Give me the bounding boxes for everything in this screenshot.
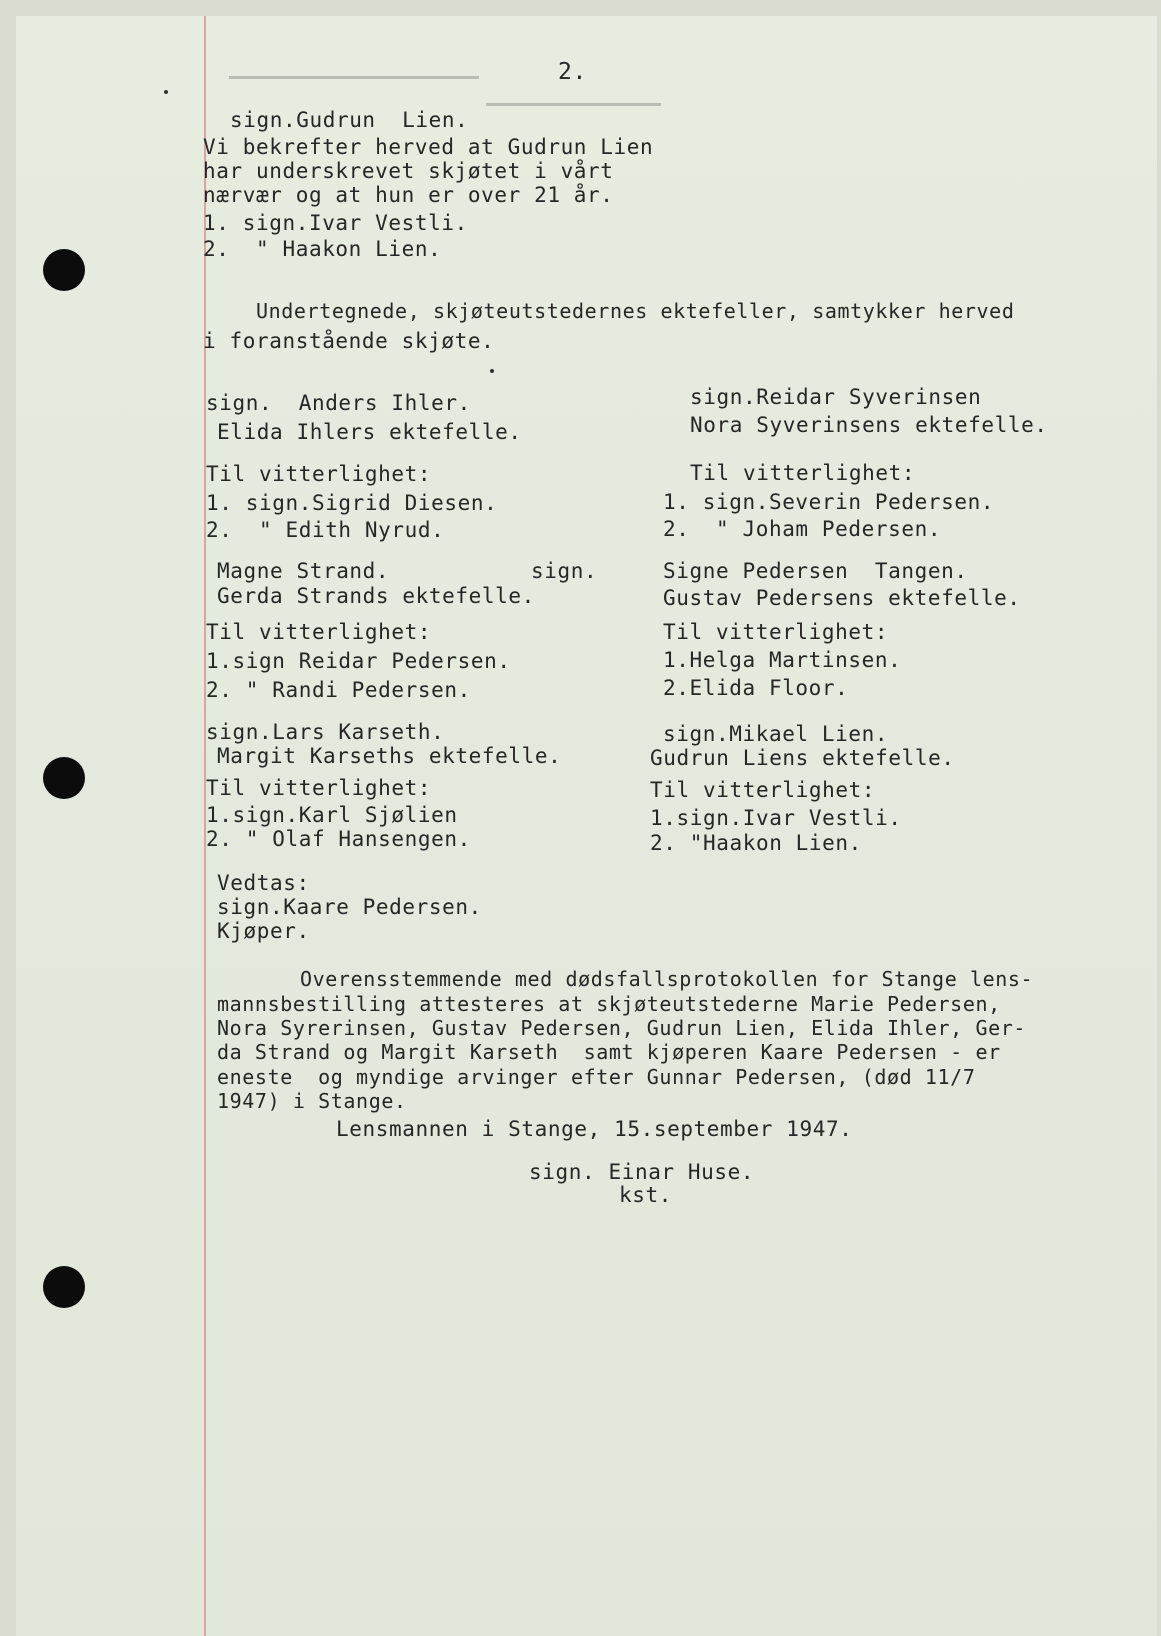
left-block2-sign: sign. bbox=[531, 559, 598, 583]
left-block2-line: Magne Strand. bbox=[217, 559, 390, 583]
right-block1-line: 1. sign.Severin Pedersen. bbox=[663, 490, 995, 514]
attestation-line: eneste og myndige arvinger efter Gunnar Pedersen, (død 11/7 bbox=[217, 1065, 976, 1089]
top-line: Vi bekrefter herved at Gudrun Lien bbox=[203, 135, 654, 159]
right-block3-line: Til vitterlighet: bbox=[650, 778, 876, 802]
attestation-line: 1947) i Stange. bbox=[217, 1089, 407, 1113]
top-line: nærvær og at hun er over 21 år. bbox=[203, 183, 614, 207]
punch-hole bbox=[43, 757, 85, 799]
left-block3-line: Til vitterlighet: bbox=[206, 776, 432, 800]
signature: sign. Einar Huse. bbox=[529, 1160, 755, 1184]
top-line: 2. " Haakon Lien. bbox=[203, 237, 442, 261]
left-block1-line: Elida Ihlers ektefelle. bbox=[217, 420, 522, 444]
left-block1-line: sign. Anders Ihler. bbox=[206, 391, 471, 415]
right-block1-line: Nora Syverinsens ektefelle. bbox=[690, 413, 1048, 437]
left-block2-line: 2. " Randi Pedersen. bbox=[206, 678, 471, 702]
place-date: Lensmannen i Stange, 15.september 1947. bbox=[336, 1117, 853, 1141]
right-block1-line: Til vitterlighet: bbox=[690, 461, 916, 485]
faint-text-smudge bbox=[229, 76, 479, 79]
left-block3-line: sign.Lars Karseth. bbox=[206, 720, 445, 744]
page-number: 2. bbox=[558, 59, 587, 85]
left-block2-line: Gerda Strands ektefelle. bbox=[217, 584, 535, 608]
right-block3-line: sign.Mikael Lien. bbox=[663, 722, 889, 746]
top-line: har underskrevet skjøtet i vårt bbox=[203, 159, 614, 183]
left-block3-line: Margit Karseths ektefelle. bbox=[217, 744, 562, 768]
ink-mark bbox=[164, 90, 168, 94]
left-block2-line: 1.sign Reidar Pedersen. bbox=[206, 649, 511, 673]
ink-mark bbox=[490, 369, 494, 373]
attestation-line: Overensstemmende med dødsfallsprotokollen for Stange lens- bbox=[300, 967, 1034, 991]
accepted-line: Kjøper. bbox=[217, 919, 310, 943]
signature-title: kst. bbox=[619, 1183, 672, 1207]
right-block2-line: 1.Helga Martinsen. bbox=[663, 648, 902, 672]
right-block2-line: Gustav Pedersens ektefelle. bbox=[663, 586, 1021, 610]
top-line: sign.Gudrun Lien. bbox=[230, 108, 469, 132]
right-block1-line: 2. " Joham Pedersen. bbox=[663, 517, 942, 541]
document-page bbox=[16, 16, 1157, 1636]
left-block3-line: 2. " Olaf Hansengen. bbox=[206, 827, 471, 851]
punch-hole bbox=[43, 249, 85, 291]
right-block3-line: 2. "Haakon Lien. bbox=[650, 831, 862, 855]
attestation-line: da Strand og Margit Karseth samt kjøperen Kaare Pedersen - er bbox=[217, 1040, 1001, 1064]
consent-line: i foranstående skjøte. bbox=[203, 329, 495, 353]
right-block3-line: Gudrun Liens ektefelle. bbox=[650, 746, 955, 770]
left-block1-line: 1. sign.Sigrid Diesen. bbox=[206, 491, 498, 515]
consent-line: Undertegnede, skjøteutstedernes ektefeller, samtykker herved bbox=[256, 299, 1015, 323]
faint-text-smudge bbox=[486, 103, 661, 106]
right-block2-line: Signe Pedersen Tangen. bbox=[663, 559, 968, 583]
accepted-line: Vedtas: bbox=[217, 871, 310, 895]
attestation-line: mannsbestilling attesteres at skjøteutstederne Marie Pedersen, bbox=[217, 992, 1001, 1016]
left-block1-line: 2. " Edith Nyrud. bbox=[206, 518, 445, 542]
left-block3-line: 1.sign.Karl Sjølien bbox=[206, 803, 458, 827]
right-block2-line: 2.Elida Floor. bbox=[663, 676, 849, 700]
punch-hole bbox=[43, 1266, 85, 1308]
attestation-line: Nora Syrerinsen, Gustav Pedersen, Gudrun Lien, Elida Ihler, Ger- bbox=[217, 1016, 1027, 1040]
right-block1-line: sign.Reidar Syverinsen bbox=[690, 385, 982, 409]
left-block2-line: Til vitterlighet: bbox=[206, 620, 432, 644]
top-line: 1. sign.Ivar Vestli. bbox=[203, 211, 468, 235]
right-block3-line: 1.sign.Ivar Vestli. bbox=[650, 806, 902, 830]
accepted-line: sign.Kaare Pedersen. bbox=[217, 895, 482, 919]
right-block2-line: Til vitterlighet: bbox=[663, 620, 889, 644]
left-block1-line: Til vitterlighet: bbox=[206, 462, 432, 486]
